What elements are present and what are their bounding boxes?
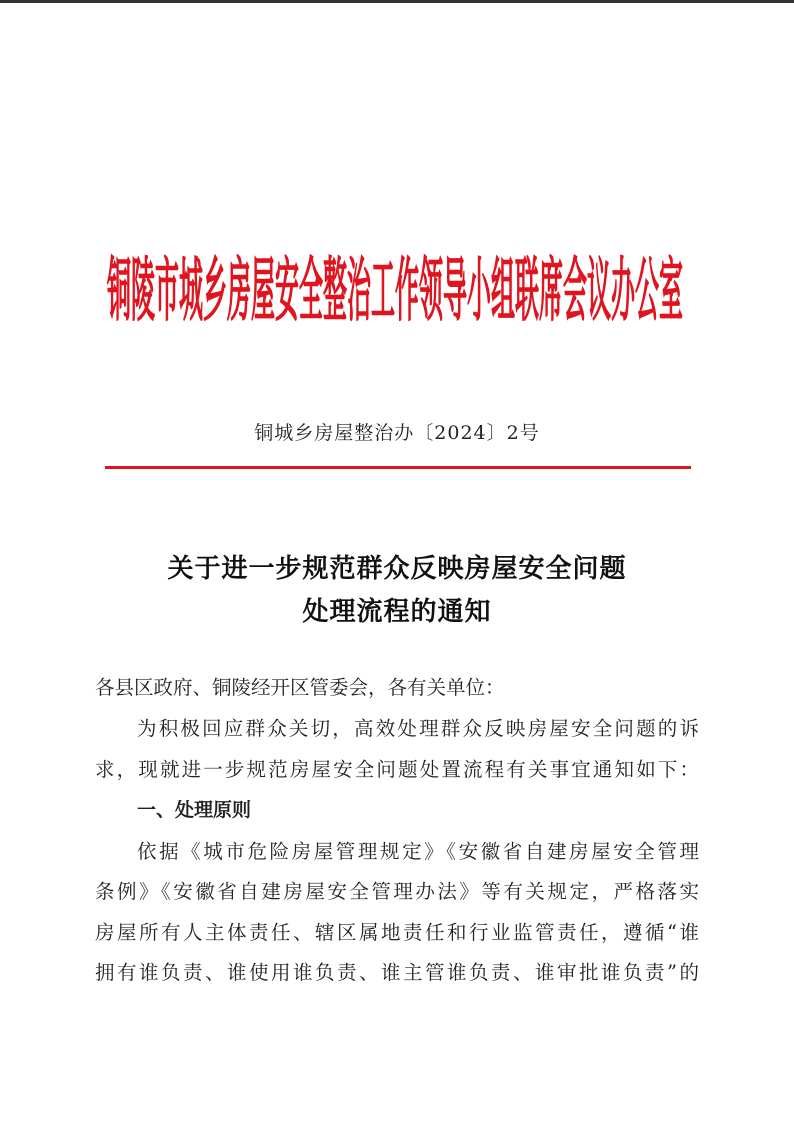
document-title-line1: 关于进一步规范群众反映房屋安全问题 [167,554,627,584]
paragraph-line: 依据《城市危险房屋管理规定》《安徽省自建房屋安全管理 [137,840,699,863]
addressee: 各县区政府、铜陵经开区管委会，各有关单位： [95,676,505,699]
paragraph-line: 求，现就进一步规范房屋安全问题处置流程有关事宜通知如下： [95,758,699,781]
paragraph-line: 拥有谁负责、谁使用谁负责、谁主管谁负责、谁审批谁负责”的 [95,961,699,984]
issuing-organization-header [95,228,695,338]
paragraph-line: 房屋所有人主体责任、辖区属地责任和行业监管责任，遵循“谁 [95,921,699,944]
document-number: 铜城乡房屋整治办〔2024〕2号 [254,422,540,444]
scan-border [0,0,794,3]
red-divider [105,466,691,469]
section-heading: 一、处理原则 [137,799,252,821]
document-title-line2: 处理流程的通知 [302,597,492,627]
organization-name: 铜陵市城乡房屋安全整治工作领导小组联席会议办公室 [107,249,683,331]
paragraph-line: 条例》《安徽省自建房屋安全管理办法》等有关规定，严格落实 [95,880,699,903]
paragraph-line: 为积极回应群众关切，高效处理群众反映房屋安全问题的诉 [137,717,699,740]
